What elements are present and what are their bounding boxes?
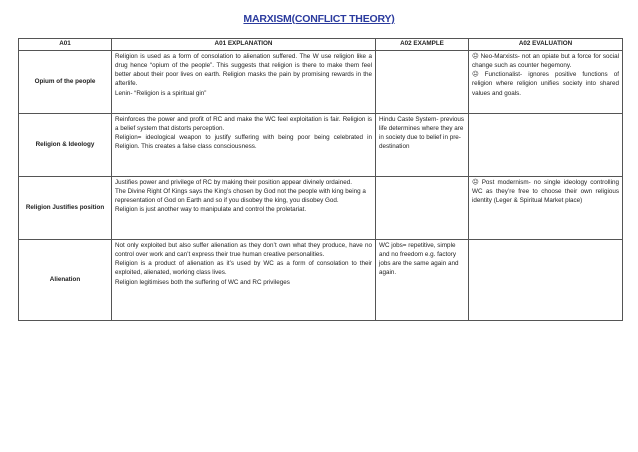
evaluation-text: ☹ Neo-Marxists- not an opiate but a force for social change such as counter hegemony. xyxy=(472,53,619,70)
explanation-text: Religion is used as a form of consolation to alienation suffered. The W use religion like a drug hence “opium of the people”. This suggests that religion is there to make them feel better about their poor lives on earth. Religion masks the pain by promising rewards in the afterlife. xyxy=(115,53,372,88)
example-cell xyxy=(376,51,469,114)
evaluation-cell xyxy=(469,114,623,177)
example-text: Hindu Caste System- previous life determines where they are in society due to belief in pre-destination xyxy=(379,116,465,151)
explanation-text: Lenin- “Religion is a spiritual gin” xyxy=(115,89,207,97)
header-a02-evaluation: A02 EVALUATION xyxy=(469,39,623,51)
evaluation-cell xyxy=(469,240,623,321)
table-row xyxy=(19,114,623,177)
header-a01: A01 xyxy=(19,39,112,51)
explanation-cell xyxy=(112,51,376,114)
header-a01-explanation: A01 EXPLANATION xyxy=(112,39,376,51)
explanation-text: Religion= ideological weapon to justify suffering with being poor being celebrated in Religion. This creates a false class consciousness. xyxy=(115,134,372,151)
explanation-text: Religion is a product of alienation as it’s used by WC as a form of consolation to their exploited, alienated, working class lives. xyxy=(115,260,372,277)
row-label: Alienation xyxy=(19,240,112,321)
table-row xyxy=(19,240,623,321)
header-a02-example: A02 EXAMPLE xyxy=(376,39,469,51)
evaluation-text: ☹ Functionalist- ignores positive functions of religion where religion unifies society into shared values and goals. xyxy=(472,71,619,97)
example-text: WC jobs= repetitive, simple and no freedom e.g. factory jobs are the same again and again. xyxy=(379,242,459,277)
explanation-text: Not only exploited but also suffer alienation as they don’t own what they produce, have no control over work and can’t express their true human creative personalities. xyxy=(115,242,372,259)
explanation-text: Religion is just another way to manipulate and control the proletariat. xyxy=(115,206,307,214)
explanation-cell xyxy=(112,114,376,177)
row-label: Opium of the people xyxy=(19,51,112,114)
row-label: Religion & Ideology xyxy=(19,114,112,177)
page-title: MARXISM(CONFLICT THEORY) xyxy=(243,13,395,25)
table-row xyxy=(19,51,623,114)
example-cell xyxy=(376,114,469,177)
row-label: Religion Justifies position xyxy=(19,177,112,240)
explanation-text: Religion legitimises both the suffering of WC and RC privileges xyxy=(115,278,290,286)
example-cell xyxy=(376,177,469,240)
example-cell xyxy=(376,240,469,321)
explanation-cell xyxy=(112,177,376,240)
explanation-text: The Divine Right Of Kings says the King’s chosen by God not the people with king being a representation of God on Earth and so if you disobey the king, you disobey God. xyxy=(115,188,366,205)
explanation-text: Justifies power and privilege of RC by making their position appear divinely ordained. xyxy=(115,179,352,186)
explanation-text: Reinforces the power and profit of RC and make the WC feel exploitation is fair. Religion is a belief system that distorts perception. xyxy=(115,116,372,133)
evaluation-text: ☹ Post modernism- no single ideology controlling WC as they’re free to choose their own religious identity (Leger & Spiritual Market place) xyxy=(472,179,619,205)
explanation-cell xyxy=(112,240,376,321)
evaluation-cell xyxy=(469,51,623,114)
marxism-table xyxy=(18,38,623,321)
evaluation-cell xyxy=(469,177,623,240)
header-row xyxy=(19,39,623,51)
table-row xyxy=(19,177,623,240)
